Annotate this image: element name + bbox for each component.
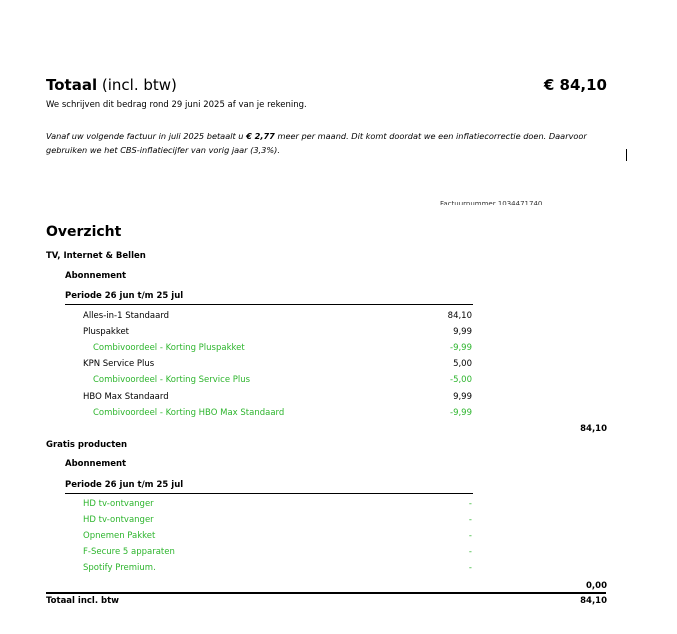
notice-post: meer per maand. Dit komt doordat we een inflatiecorrectie doen. Daarvoor gebruiken we het CBS-inflatiecijfer van vorig jaar (3,3%). bbox=[46, 131, 587, 155]
free-product-value: - bbox=[468, 515, 472, 525]
debit-note: We schrijven dit bedrag rond 29 juni 2025 af van je rekening. bbox=[46, 100, 307, 110]
invoice-total-title bbox=[46, 76, 177, 94]
inflation-notice bbox=[46, 129, 606, 157]
section-subtotal: 84,10 bbox=[580, 424, 607, 434]
free-product-value: - bbox=[468, 563, 472, 573]
section-title-free: Gratis producten bbox=[46, 440, 128, 450]
cutoff-invoice-number: Factuurnummer 1034471740 bbox=[440, 201, 543, 205]
notice-amount: € 2,77 bbox=[246, 131, 275, 141]
discount-value: -9,99 bbox=[450, 343, 472, 353]
free-product-label: Opnemen Pakket bbox=[83, 531, 156, 541]
free-product-value: - bbox=[468, 531, 472, 541]
title-bold: Totaal bbox=[46, 76, 98, 94]
line-item-label: HBO Max Standaard bbox=[83, 392, 169, 402]
line-item-value: 5,00 bbox=[453, 359, 472, 369]
discount-label: Combivoordeel - Korting HBO Max Standaard bbox=[93, 408, 285, 418]
grand-total-value: 84,10 bbox=[580, 596, 607, 606]
discount-label: Combivoordeel - Korting Service Plus bbox=[93, 375, 251, 385]
line-item-label: Pluspakket bbox=[83, 327, 130, 337]
free-product-value: - bbox=[468, 499, 472, 509]
subscription-label: Abonnement bbox=[65, 271, 127, 281]
grand-total-divider bbox=[46, 592, 606, 594]
period-divider bbox=[65, 493, 473, 494]
period-label: Periode 26 jun t/m 25 jul bbox=[65, 291, 184, 301]
period-divider bbox=[65, 304, 473, 305]
discount-value: -9,99 bbox=[450, 408, 472, 418]
title-light: (incl. btw) bbox=[97, 76, 177, 94]
free-product-label: F-Secure 5 apparaten bbox=[83, 547, 175, 557]
section-subtotal: 0,00 bbox=[586, 581, 607, 591]
overview-heading: Overzicht bbox=[46, 224, 122, 240]
line-item-value: 9,99 bbox=[453, 392, 472, 402]
free-product-value: - bbox=[468, 547, 472, 557]
period-label: Periode 26 jun t/m 25 jul bbox=[65, 480, 184, 490]
grand-total-label: Totaal incl. btw bbox=[46, 596, 120, 606]
free-product-label: HD tv-ontvanger bbox=[83, 499, 154, 509]
subscription-label: Abonnement bbox=[65, 459, 127, 469]
line-item-label: KPN Service Plus bbox=[83, 359, 155, 369]
free-product-label: Spotify Premium. bbox=[83, 563, 156, 573]
text-cursor bbox=[626, 149, 627, 161]
discount-label: Combivoordeel - Korting Pluspakket bbox=[93, 343, 245, 353]
line-item-value: 9,99 bbox=[453, 327, 472, 337]
discount-value: -5,00 bbox=[450, 375, 472, 385]
free-product-label: HD tv-ontvanger bbox=[83, 515, 154, 525]
line-item-label: Alles-in-1 Standaard bbox=[83, 311, 170, 321]
section-title-tv: TV, Internet & Bellen bbox=[46, 251, 146, 261]
line-item-value: 84,10 bbox=[447, 311, 472, 321]
total-amount: € 84,10 bbox=[543, 76, 607, 94]
notice-pre: Vanaf uw volgende factuur in juli 2025 betaalt u bbox=[46, 131, 247, 141]
